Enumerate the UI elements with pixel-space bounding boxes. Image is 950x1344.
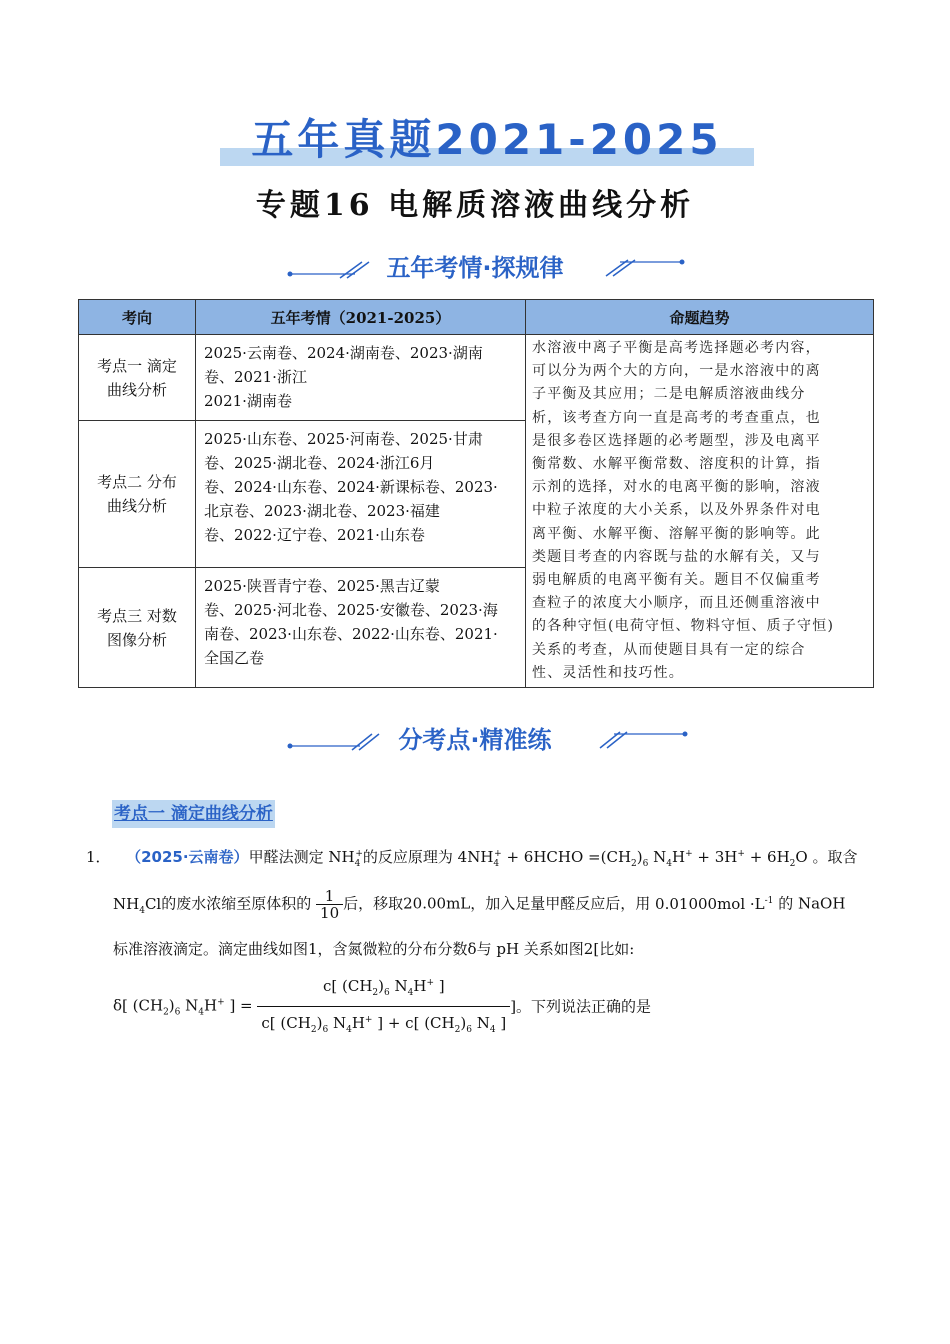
- question-number: 1．: [86, 848, 111, 866]
- topic-cell: 考点三 对数 图像分析: [79, 568, 196, 688]
- table-header-row: [79, 300, 874, 335]
- topic-cell: 考点二 分布 曲线分析: [79, 421, 196, 568]
- section-title: 五年考情·探规律: [386, 254, 564, 282]
- delta-symbol: δ: [467, 940, 477, 958]
- exams-cell: 2025·山东卷、2025·河南卷、2025·甘肃 卷、2025·湖北卷、2024·浙江6月 卷、2024·山东卷、2024·新课标卷、2023· 北京卷、2023·湖北卷、2023·福建 卷、2022·辽宁卷、2021·山东卷: [196, 421, 526, 568]
- formula-ammonium: $NH_4^+$: [328, 848, 363, 869]
- section-header-practice: [0, 720, 950, 760]
- question-line-3: 标准溶液滴定。滴定曲线如图1，含氮微粒的分布分数δ与 pH 关系如图2[比如:: [113, 940, 635, 958]
- concentration-value: $0.01000mol \cdot L^{-1}$: [655, 894, 774, 913]
- trend-cell: 水溶液中离子平衡是高考选择题必考内容， 可以分为两个大的方向，一是水溶液中的离 子平衡及其应用；二是电解质溶液曲线分 析，该考查方向一直是高考的考查重点，也 是很多卷区选择题的必考题型，涉及电离平 衡常数、水解平衡常数、溶度积的计算，指 示剂的选择，对水的电离平衡的影响，溶液 中粒子浓度的大小关系，以及外界条件对电 离平衡、水解平衡、溶解平衡的影响等。此 类题目考查的内容既与盐的水解有关，又与 弱电解质的电离平衡有关。题目不仅偏重考 查粒子的浓度大小顺序，而且还侧重溶液中 的各种守恒(电荷守恒、物料守恒、质子守恒) 关系的考查，从而使题目具有一定的综合 性、灵活性和技巧性。: [526, 335, 874, 688]
- distribution-fraction-formula: δ[ $(CH_2)_6$ $N_4H^+$ ] = $\frac{c[ (CH_2)_6 N_4H^+ ]}{c[ (CH_2)_6 N_4H^+ ] + c[ (CH_2)_6 N_4 ]}$: [113, 970, 510, 1043]
- column-header: 五年考情（2021-2025）: [196, 300, 526, 335]
- section-header-trends: [0, 248, 950, 288]
- column-header: 考向: [79, 300, 196, 335]
- exam-summary-table: [78, 299, 874, 688]
- reaction-equation: $4NH_4^+$ + 6HCHO $=(CH_2)_6$ $N_4H^+ + 3H^+ + 6H_2O$: [457, 848, 808, 869]
- fraction-one-tenth: $\frac{1}{10}$: [316, 888, 343, 921]
- point-heading: 考点一 滴定曲线分析: [112, 800, 275, 828]
- column-header: 命题趋势: [526, 300, 874, 335]
- topic-cell: 考点一 滴定 曲线分析: [79, 335, 196, 421]
- section-title: 分考点·精准练: [398, 726, 552, 754]
- exams-cell: 2025·陕晋青宁卷、2025·黑吉辽蒙 卷、2025·河北卷、2025·安徽卷、2023·海 南卷、2023·山东卷、2022·山东卷、2021· 全国乙卷: [196, 568, 526, 688]
- table-row: [79, 335, 874, 421]
- question-line-1: 1． （2025·云南卷）甲醛法测定 $NH_4^+$的反应原理为 $4NH_4^+$ + 6HCHO $=(CH_2)_6$ $N_4H^+ + 3H^+ + 6H_2O$ 。取含: [86, 848, 858, 869]
- question-line-4: δ[ $(CH_2)_6$ $N_4H^+$ ] = $\frac{c[ (CH_2)_6 N_4H^+ ]}{c[ (CH_2)_6 N_4H^+ ] + c[ (CH_2)_6 N_4 ]}$ ]。下列说法正确的是: [113, 970, 873, 1030]
- exams-cell: 2025·云南卷、2024·湖南卷、2023·湖南 卷、2021·浙江 2021·湖南卷: [196, 335, 526, 421]
- question-source: （2025·云南卷）: [126, 848, 249, 866]
- question-line-2: $NH_4Cl$的废水浓缩至原体积的 $\frac{1}{10}$ 后，移取20.00mL，加入足量甲醛反应后，用 $0.01000mol \cdot L^{-1}$ 的 NaOH: [113, 887, 846, 922]
- banner-title: 五年真题2021-2025: [251, 115, 723, 164]
- formula-nh4cl: $NH_4Cl$: [113, 894, 162, 916]
- page-title: 专题16 电解质溶液曲线分析: [255, 188, 695, 223]
